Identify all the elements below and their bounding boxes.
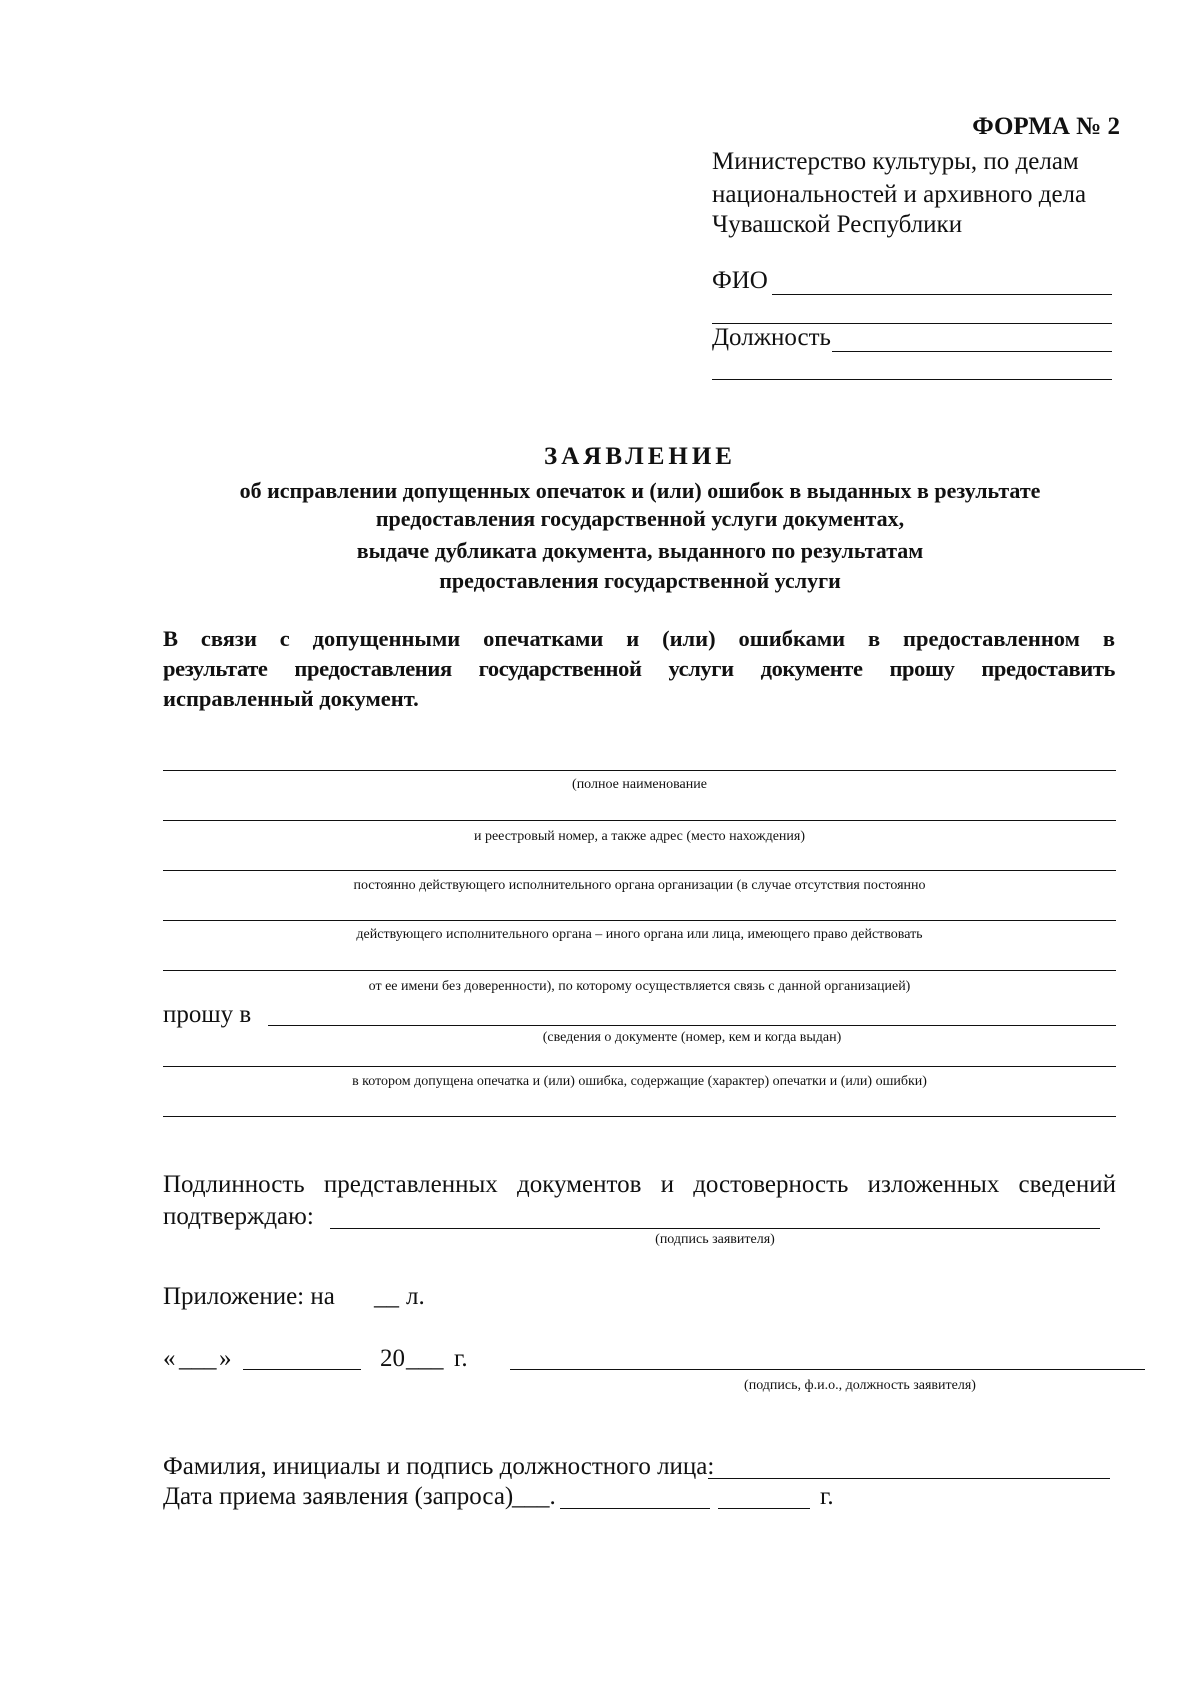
fio-label: ФИО xyxy=(712,267,768,294)
recipient-line: Чувашской Республики xyxy=(712,211,963,238)
prosu-label: прошу в xyxy=(163,1001,252,1028)
field-caption: (полное наименование xyxy=(572,777,707,792)
org-authority-field[interactable] xyxy=(163,920,1116,921)
applicant-signature-caption: (подпись заявителя) xyxy=(655,1232,775,1247)
receipt-date-month-field[interactable] xyxy=(560,1508,710,1509)
official-signature-label: Фамилия, инициалы и подпись должностного лица: xyxy=(163,1453,715,1480)
applicant-full-signature-field[interactable] xyxy=(510,1369,1145,1370)
document-info-caption: (сведения о документе (номер, кем и когда выдан) xyxy=(542,1030,842,1045)
request-line: результате предоставления государственной услуги документе прошу предоставить xyxy=(163,656,1115,681)
date-open-quote: « xyxy=(163,1345,176,1372)
error-caption: в котором допущена опечатка и (или) ошибка, содержащие (характер) опечатки и (или) ошибки) xyxy=(352,1074,927,1089)
position-label: Должность xyxy=(712,324,831,351)
date-month-field[interactable] xyxy=(243,1369,361,1370)
appendix-label: Приложение: на xyxy=(163,1283,335,1310)
org-name-field[interactable] xyxy=(163,770,1116,771)
org-contact-field[interactable] xyxy=(163,970,1116,971)
receipt-date-suffix: г. xyxy=(820,1483,834,1510)
date-close-quote: » xyxy=(219,1345,232,1372)
receipt-date-year-field[interactable] xyxy=(718,1508,810,1509)
request-line: исправленный документ. xyxy=(163,686,419,711)
field-caption: от ее имени без доверенности), по которому осуществляется связь с данной организацией) xyxy=(368,979,911,994)
subtitle-line: выдаче дубликата документа, выданного по результатам xyxy=(356,538,924,563)
receipt-date-label: Дата приема заявления (запроса) xyxy=(163,1483,514,1510)
appendix-suffix: л. xyxy=(406,1283,425,1310)
subtitle-line: предоставления государственной услуги документах, xyxy=(375,506,905,531)
position-field[interactable] xyxy=(832,351,1112,352)
recipient-line: национальностей и архивного дела xyxy=(712,181,1087,208)
org-registry-field[interactable] xyxy=(163,820,1116,821)
recipient-line: Министерство культуры, по делам xyxy=(712,148,1079,175)
applicant-signature-field[interactable] xyxy=(330,1228,1100,1229)
date-year-prefix: 20 xyxy=(380,1345,405,1372)
org-body-field[interactable] xyxy=(163,870,1116,871)
request-line: В связи с допущенными опечатками и (или) ошибками в предоставленном в xyxy=(163,626,1115,651)
official-signature-field[interactable] xyxy=(708,1478,1110,1479)
field-caption: постоянно действующего исполнительного органа организации (в случае отсутствия постоянно xyxy=(353,878,926,893)
error-field[interactable] xyxy=(163,1066,1116,1067)
date-year-suffix: г. xyxy=(454,1345,468,1372)
form-number: ФОРМА № 2 xyxy=(972,113,1120,140)
date-day-field[interactable]: ___ xyxy=(179,1345,217,1372)
appendix-pages-field[interactable]: __ xyxy=(374,1283,399,1310)
subtitle-line: предоставления государственной услуги xyxy=(439,568,841,593)
date-year-field[interactable]: ___ xyxy=(406,1345,444,1372)
confirmation-label: подтверждаю: xyxy=(163,1203,314,1230)
subtitle-line: об исправлении допущенных опечаток и (или) ошибок в выданных в результате xyxy=(239,478,1041,503)
document-info-field[interactable] xyxy=(268,1025,1116,1026)
applicant-full-signature-caption: (подпись, ф.и.о., должность заявителя) xyxy=(744,1378,976,1393)
field-caption: действующего исполнительного органа – иного органа или лица, имеющего право действовать xyxy=(356,927,923,942)
fio-field[interactable] xyxy=(772,294,1112,295)
position-field-line2[interactable] xyxy=(712,379,1112,380)
field-caption: и реестровый номер, а также адрес (место нахождения) xyxy=(473,829,806,844)
document-title: ЗАЯВЛЕНИЕ xyxy=(544,443,736,470)
error-field-line2[interactable] xyxy=(163,1116,1116,1117)
receipt-date-day-field[interactable]: ___. xyxy=(512,1483,556,1510)
confirmation-text: Подлинность представленных документов и достоверность изложенных сведений xyxy=(163,1171,1116,1198)
